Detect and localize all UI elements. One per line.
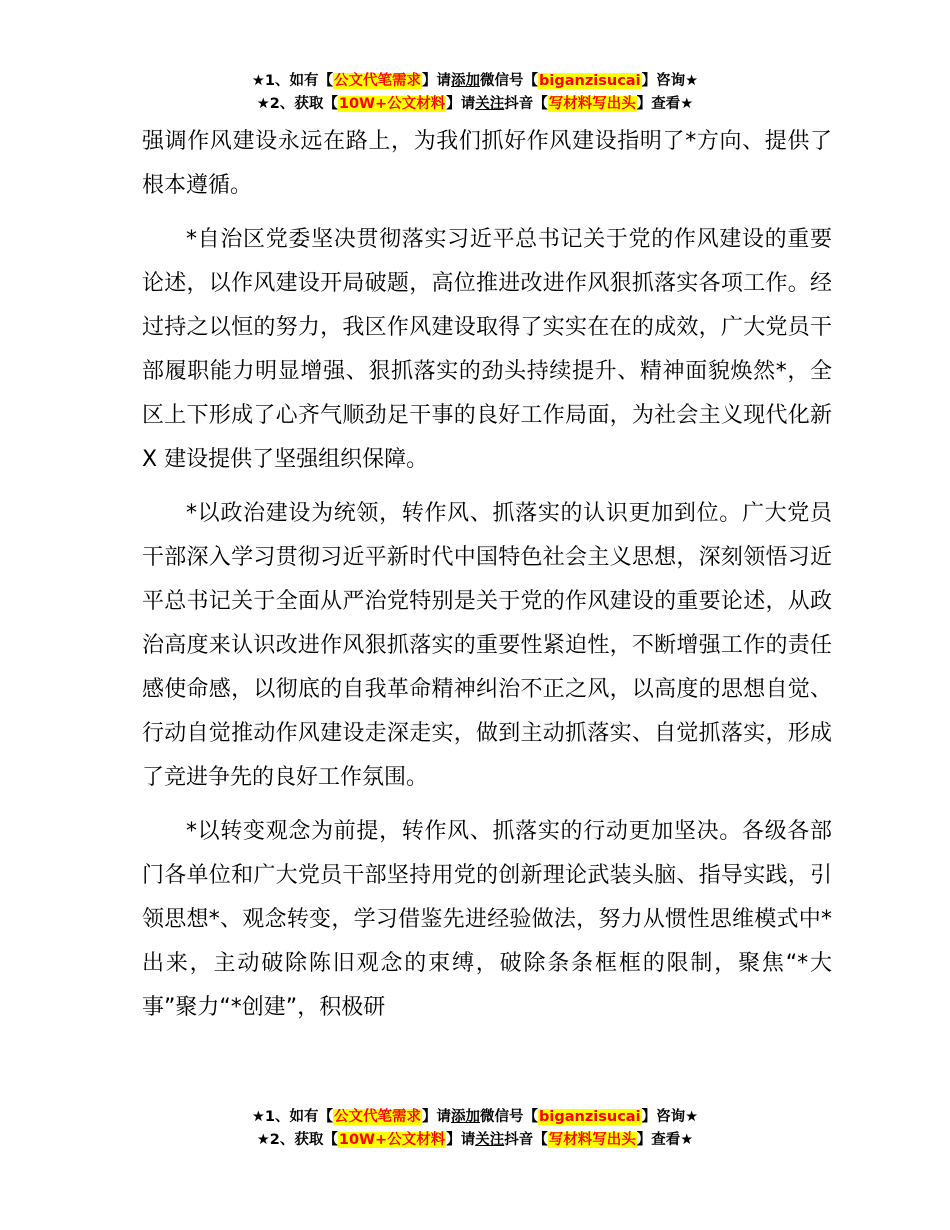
banner-text: ★2、获取【 [256, 1132, 338, 1148]
banner-line-2 [0, 1129, 950, 1152]
banner-line-2 [0, 93, 950, 116]
footer-banner [0, 1106, 950, 1152]
highlight-douyin-account: 写材料写出头 [548, 96, 636, 112]
highlight-wechat-id: biganzisucai [539, 1109, 641, 1125]
highlight-douyin-account: 写材料写出头 [548, 1132, 636, 1148]
highlight-service: 公文代笔需求 [334, 73, 422, 89]
paragraph: *自治区党委坚决贯彻落实习近平总书记关于党的作风建设的重要论述，以作风建设开局破题，高位推进改进作风狠抓落实各项工作。经过持之以恒的努力，我区作风建设取得了实实在在的成效，广大党员干部履职能力明显增强、狠抓落实的劲头持续提升、精神面貌焕然*，全区上下形成了心齐气顺劲足干事的良好工作局面，为社会主义现代化新 X 建设提供了坚强组织保障。 [142, 227, 832, 472]
banner-text: ★1、如有【 [251, 1109, 334, 1125]
banner-emphasis: 添加 [451, 73, 481, 89]
highlight-materials: 10W+公文材料 [338, 1132, 446, 1148]
banner-text: 】请 [422, 1109, 452, 1125]
banner-line-1 [0, 1106, 950, 1129]
banner-emphasis: 关注 [475, 1132, 505, 1148]
paragraph-continuation: 强调作风建设永远在路上，为我们抓好作风建设指明了*方向、提供了根本遵循。 [142, 129, 832, 198]
banner-text: 微信号【 [480, 73, 539, 89]
banner-text: 】咨询★ [641, 1109, 699, 1125]
banner-text: 】咨询★ [641, 73, 699, 89]
paragraph: *以转变观念为前提，转作风、抓落实的行动更加坚决。各级各部门各单位和广大党员干部坚持用党的创新理论武装头脑、指导实践，引领思想*、观念转变，学习借鉴先进经验做法，努力从惯性思维模式中*出来，主动破除陈旧观念的束缚，破除条条框框的限制，聚焦“*大事”聚力“*创建”，积极研 [142, 819, 832, 1020]
highlight-wechat-id: biganzisucai [539, 73, 641, 89]
banner-text: 】请 [422, 73, 452, 89]
banner-text: 】请 [446, 96, 476, 112]
banner-text: 抖音【 [504, 96, 548, 112]
highlight-materials: 10W+公文材料 [338, 96, 446, 112]
banner-text: 】查看★ [636, 1132, 694, 1148]
banner-text: ★1、如有【 [251, 73, 334, 89]
banner-emphasis: 添加 [451, 1109, 481, 1125]
banner-emphasis: 关注 [475, 96, 505, 112]
banner-text: 微信号【 [480, 1109, 539, 1125]
banner-text: 】请 [446, 1132, 476, 1148]
banner-text: 抖音【 [504, 1132, 548, 1148]
banner-text: 】查看★ [636, 96, 694, 112]
paragraph: *以政治建设为统领，转作风、抓落实的认识更加到位。广大党员干部深入学习贯彻习近平新时代中国特色社会主义思想，深刻领悟习近平总书记关于全面从严治党特别是关于党的作风建设的重要论述，从政治高度来认识改进作风狠抓落实的重要性紧迫性，不断增强工作的责任感使命感，以彻底的自我革命精神纠治不正之风，以高度的思想自觉、行动自觉推动作风建设走深走实，做到主动抓落实、自觉抓落实，形成了竞进争先的良好工作氛围。 [142, 501, 832, 790]
banner-text: ★2、获取【 [256, 96, 338, 112]
banner-line-1 [0, 70, 950, 93]
document-body [142, 120, 832, 1040]
header-banner [0, 70, 950, 116]
highlight-service: 公文代笔需求 [334, 1109, 422, 1125]
